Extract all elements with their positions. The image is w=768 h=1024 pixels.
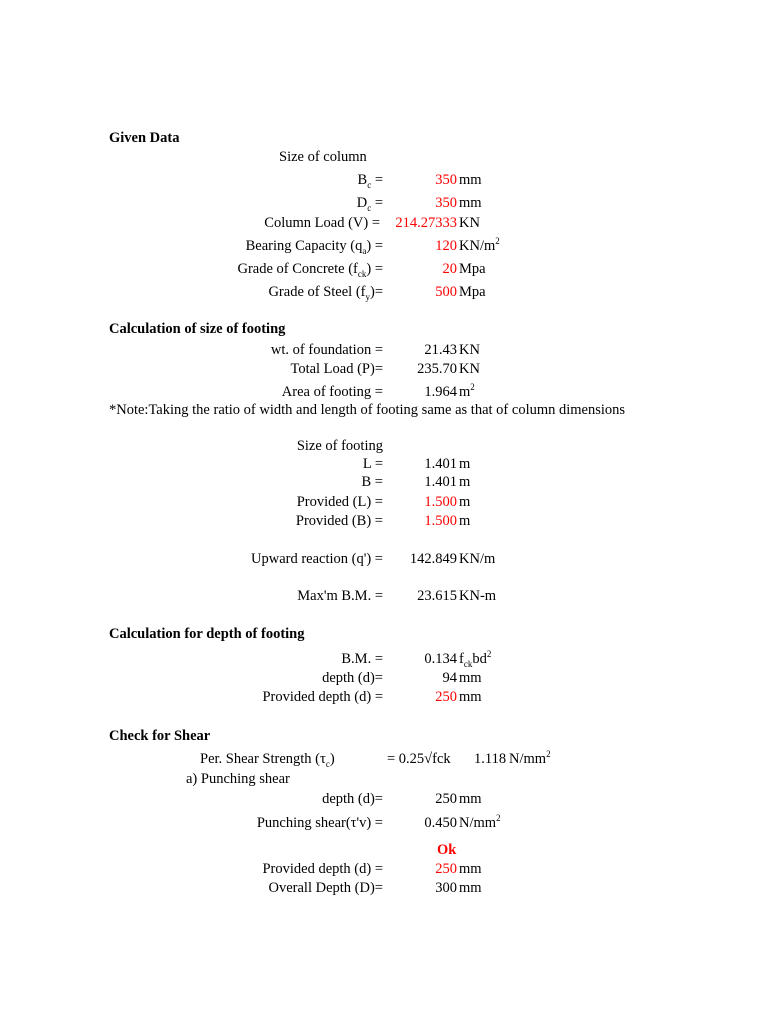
bc-unit: mm <box>459 172 482 188</box>
upward-reaction-value: 142.849 <box>409 551 457 567</box>
b-value: 1.401 <box>424 474 457 490</box>
area-footing-label: Area of footing = <box>281 384 383 400</box>
punching-shear-unit: $N/mm^2$ <box>459 813 501 831</box>
max-bm-value: 23.615 <box>417 588 457 604</box>
heading-check-shear: Check for Shear <box>109 728 211 744</box>
ok-status: Ok <box>437 842 457 858</box>
provided-b-value: 1.500 <box>424 513 457 529</box>
provided-l-unit: m <box>459 494 471 510</box>
final-provided-depth-value: 250 <box>435 861 457 877</box>
heading-given-data: Given Data <box>109 130 180 146</box>
depth-d-unit: mm <box>459 670 482 686</box>
l-label: L = <box>362 456 383 472</box>
provided-depth-unit: mm <box>459 689 482 705</box>
provided-l-label: Provided (L) = <box>296 494 383 510</box>
max-bm-label: Max'm B.M. = <box>297 588 383 604</box>
punching-shear-value: 0.450 <box>424 815 457 831</box>
overall-depth-value: 300 <box>435 880 457 896</box>
provided-depth-label: Provided depth (d) = <box>262 689 383 705</box>
dc-value: 350 <box>435 195 457 211</box>
grade-steel-unit: Mpa <box>459 284 486 300</box>
depth-d-value: 94 <box>442 670 457 686</box>
bc-label: $B_c$ = <box>357 172 383 190</box>
provided-b-label: Provided (B) = <box>295 513 383 529</box>
wt-foundation-label: wt. of foundation = <box>270 342 383 358</box>
overall-depth-unit: mm <box>459 880 482 896</box>
provided-b-unit: m <box>459 513 471 529</box>
punching-shear-title: a) Punching shear <box>186 771 290 787</box>
grade-steel-label: Grade of Steel $(f_y)=$ <box>268 284 383 302</box>
final-provided-depth-unit: mm <box>459 861 482 877</box>
shear-strength-formula: = 0.25√fck <box>387 751 451 767</box>
shear-strength-value: 1.118 <box>474 751 507 767</box>
final-provided-depth-label: Provided depth (d) = <box>262 861 383 877</box>
punching-shear-label: Punching shear(τ'v) = <box>256 815 383 831</box>
bc-value: 350 <box>435 172 457 188</box>
shear-depth-unit: mm <box>459 791 482 807</box>
depth-bm-value: 0.134 <box>424 651 457 667</box>
column-load-unit: KN <box>459 215 480 231</box>
grade-steel-value: 500 <box>435 284 457 300</box>
wt-foundation-unit: KN <box>459 342 480 358</box>
l-unit: m <box>459 456 471 472</box>
provided-depth-value: 250 <box>435 689 457 705</box>
heading-size-of-footing: Calculation of size of footing <box>109 321 286 337</box>
shear-depth-value: 250 <box>435 791 457 807</box>
bearing-capacity-label: Bearing Capacity $(q_a)$ = <box>245 238 383 256</box>
b-label: B = <box>361 474 383 490</box>
upward-reaction-unit: KN/m <box>459 551 496 567</box>
grade-concrete-value: 20 <box>442 261 457 277</box>
depth-bm-label: B.M. = <box>341 651 383 667</box>
wt-foundation-value: 21.43 <box>424 342 457 358</box>
note-text: *Note:Taking the ratio of width and length of footing same as that of column dimensions <box>109 402 626 418</box>
shear-depth-label: depth (d)= <box>322 791 383 807</box>
depth-d-label: depth (d)= <box>322 670 383 686</box>
provided-l-value: 1.500 <box>424 494 457 510</box>
bearing-capacity-unit: $KN/m^2$ <box>459 236 500 254</box>
depth-bm-unit: $f_{ck}bd^2$ <box>459 649 492 669</box>
upward-reaction-label: Upward reaction (q') = <box>251 551 383 567</box>
size-of-column-label: Size of column <box>279 149 367 165</box>
dc-label: $D_c$ = <box>356 195 383 213</box>
shear-strength-unit: $N/mm^2$ <box>509 749 551 767</box>
l-value: 1.401 <box>424 456 457 472</box>
max-bm-unit: KN-m <box>459 588 497 604</box>
size-of-footing-label: Size of footing <box>296 438 383 454</box>
column-load-value: 214.27333 <box>395 215 457 231</box>
grade-concrete-unit: Mpa <box>459 261 486 277</box>
dc-unit: mm <box>459 195 482 211</box>
heading-depth-of-footing: Calculation for depth of footing <box>109 626 305 642</box>
grade-concrete-label: Grade of Concrete $(f_{ck})$ = <box>237 261 383 279</box>
overall-depth-label: Overall Depth (D)= <box>268 880 383 896</box>
total-load-unit: KN <box>459 361 480 377</box>
total-load-label: Total Load (P)= <box>290 361 383 377</box>
bearing-capacity-value: 120 <box>435 238 457 254</box>
total-load-value: 235.70 <box>417 361 457 377</box>
column-load-label: Column Load (V) = <box>264 215 380 231</box>
shear-strength-label: Per. Shear Strength $(\tau_c)$ <box>200 751 335 769</box>
b-unit: m <box>459 474 471 490</box>
area-footing-value: 1.964 <box>424 384 457 400</box>
area-footing-unit: $m^2$ <box>459 382 475 400</box>
